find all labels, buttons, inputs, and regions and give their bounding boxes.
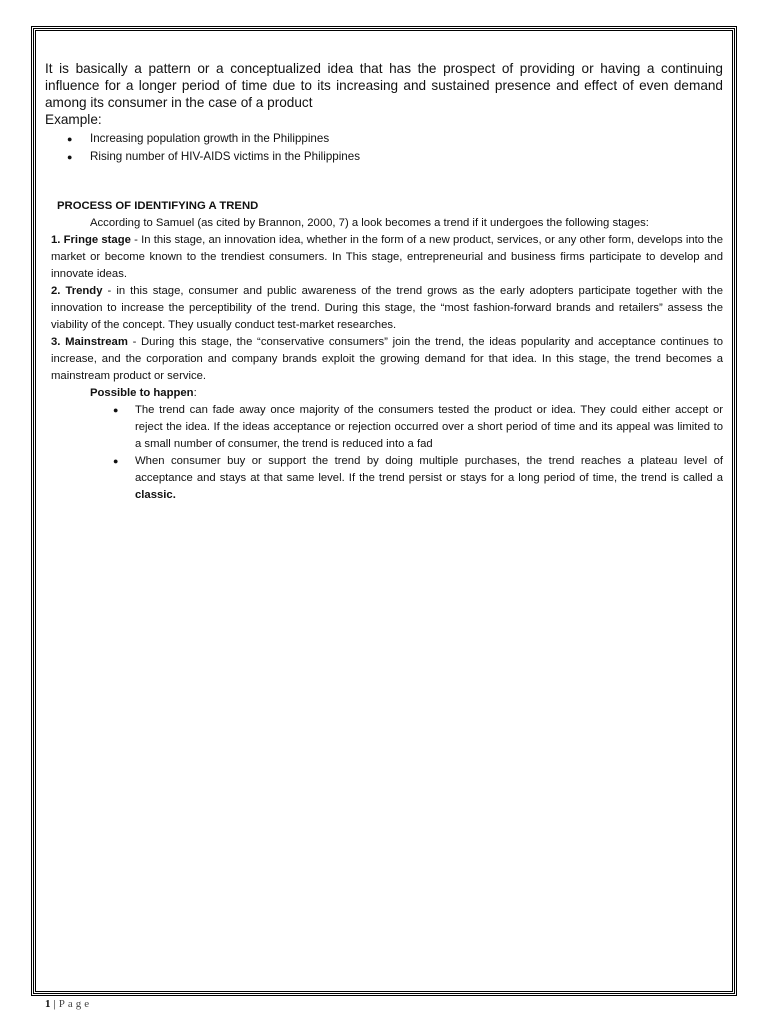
list-item	[67, 130, 723, 148]
page-footer	[45, 998, 92, 1010]
stage-fringe	[51, 232, 723, 283]
stage-trendy	[51, 283, 723, 334]
list-item	[67, 148, 723, 166]
possible-text: When consumer buy or support the trend by doing multiple purchases, the trend reaches a plateau level of acceptance and stays at that same level. If the trend persist or stays for a long period of time, the trend is called a	[135, 455, 723, 484]
stage-text: - During this stage, the “conservative consumers” join the trend, the ideas popularity and acceptance continues to increase, and the corporation and company brands exploit the growing demand for that idea. In this stage, the trend becomes a mainstream product or service.	[51, 336, 723, 382]
trend-process-section	[45, 198, 723, 504]
bullet-icon: ●	[113, 405, 119, 415]
section-intro: According to Samuel (as cited by Brannon, 2000, 7) a look becomes a trend if it undergoes the following stages:	[90, 217, 649, 229]
page-word: Page	[58, 998, 93, 1010]
stage-text: - in this stage, consumer and public awareness of the trend grows as the early adopters participate together with the innovation to increase the perceptibility of the trend. During this stage, the “most fashion-forward brands and retailers” assess the viability of the concept. They usually conduct test-market researches.	[51, 285, 723, 331]
stage-label: 3. Mainstream	[51, 336, 128, 348]
possible-label: Possible to happen	[90, 387, 194, 399]
document-body	[45, 60, 723, 504]
possible-heading	[90, 385, 723, 402]
section-title: PROCESS OF IDENTIFYING A TREND	[57, 200, 259, 212]
list-item	[113, 453, 723, 504]
bullet-icon: ●	[67, 152, 73, 162]
intro-paragraph: It is basically a pattern or a conceptualized idea that has the prospect of providing or having a continuing influence for a longer period of time due to its increasing and sustained presence and effect of even demand among its consumer in the case of a product	[45, 61, 723, 110]
stage-label: 1. Fringe stage	[51, 234, 131, 246]
stage-label: 2. Trendy	[51, 285, 103, 297]
example-list	[45, 130, 723, 166]
possible-list	[51, 402, 723, 504]
stage-text: - In this stage, an innovation idea, whether in the form of a new product, services, or any other form, develops into the market or become known to the trendiest consumers. In This stage, entrepreneurial and business firms participate to develop and innovate ideas.	[51, 234, 723, 280]
example-text: Rising number of HIV-AIDS victims in the Philippines	[90, 150, 360, 163]
bullet-icon: ●	[67, 134, 73, 144]
possible-bold-term: classic.	[135, 489, 176, 501]
bullet-icon: ●	[113, 456, 119, 466]
example-label: Example:	[45, 112, 102, 127]
footer-separator: |	[53, 998, 56, 1010]
stage-mainstream	[51, 334, 723, 385]
example-text: Increasing population growth in the Philippines	[90, 132, 330, 145]
list-item	[113, 402, 723, 453]
possible-text: The trend can fade away once majority of the consumers tested the product or idea. They could either accept or reject the idea. If the ideas acceptance or rejection occurred over a short period of time and its appeal was limited to a small number of consumer, the trend is reduced into a fad	[135, 404, 723, 450]
page-number: 1	[45, 998, 51, 1010]
possible-colon: :	[193, 387, 197, 399]
